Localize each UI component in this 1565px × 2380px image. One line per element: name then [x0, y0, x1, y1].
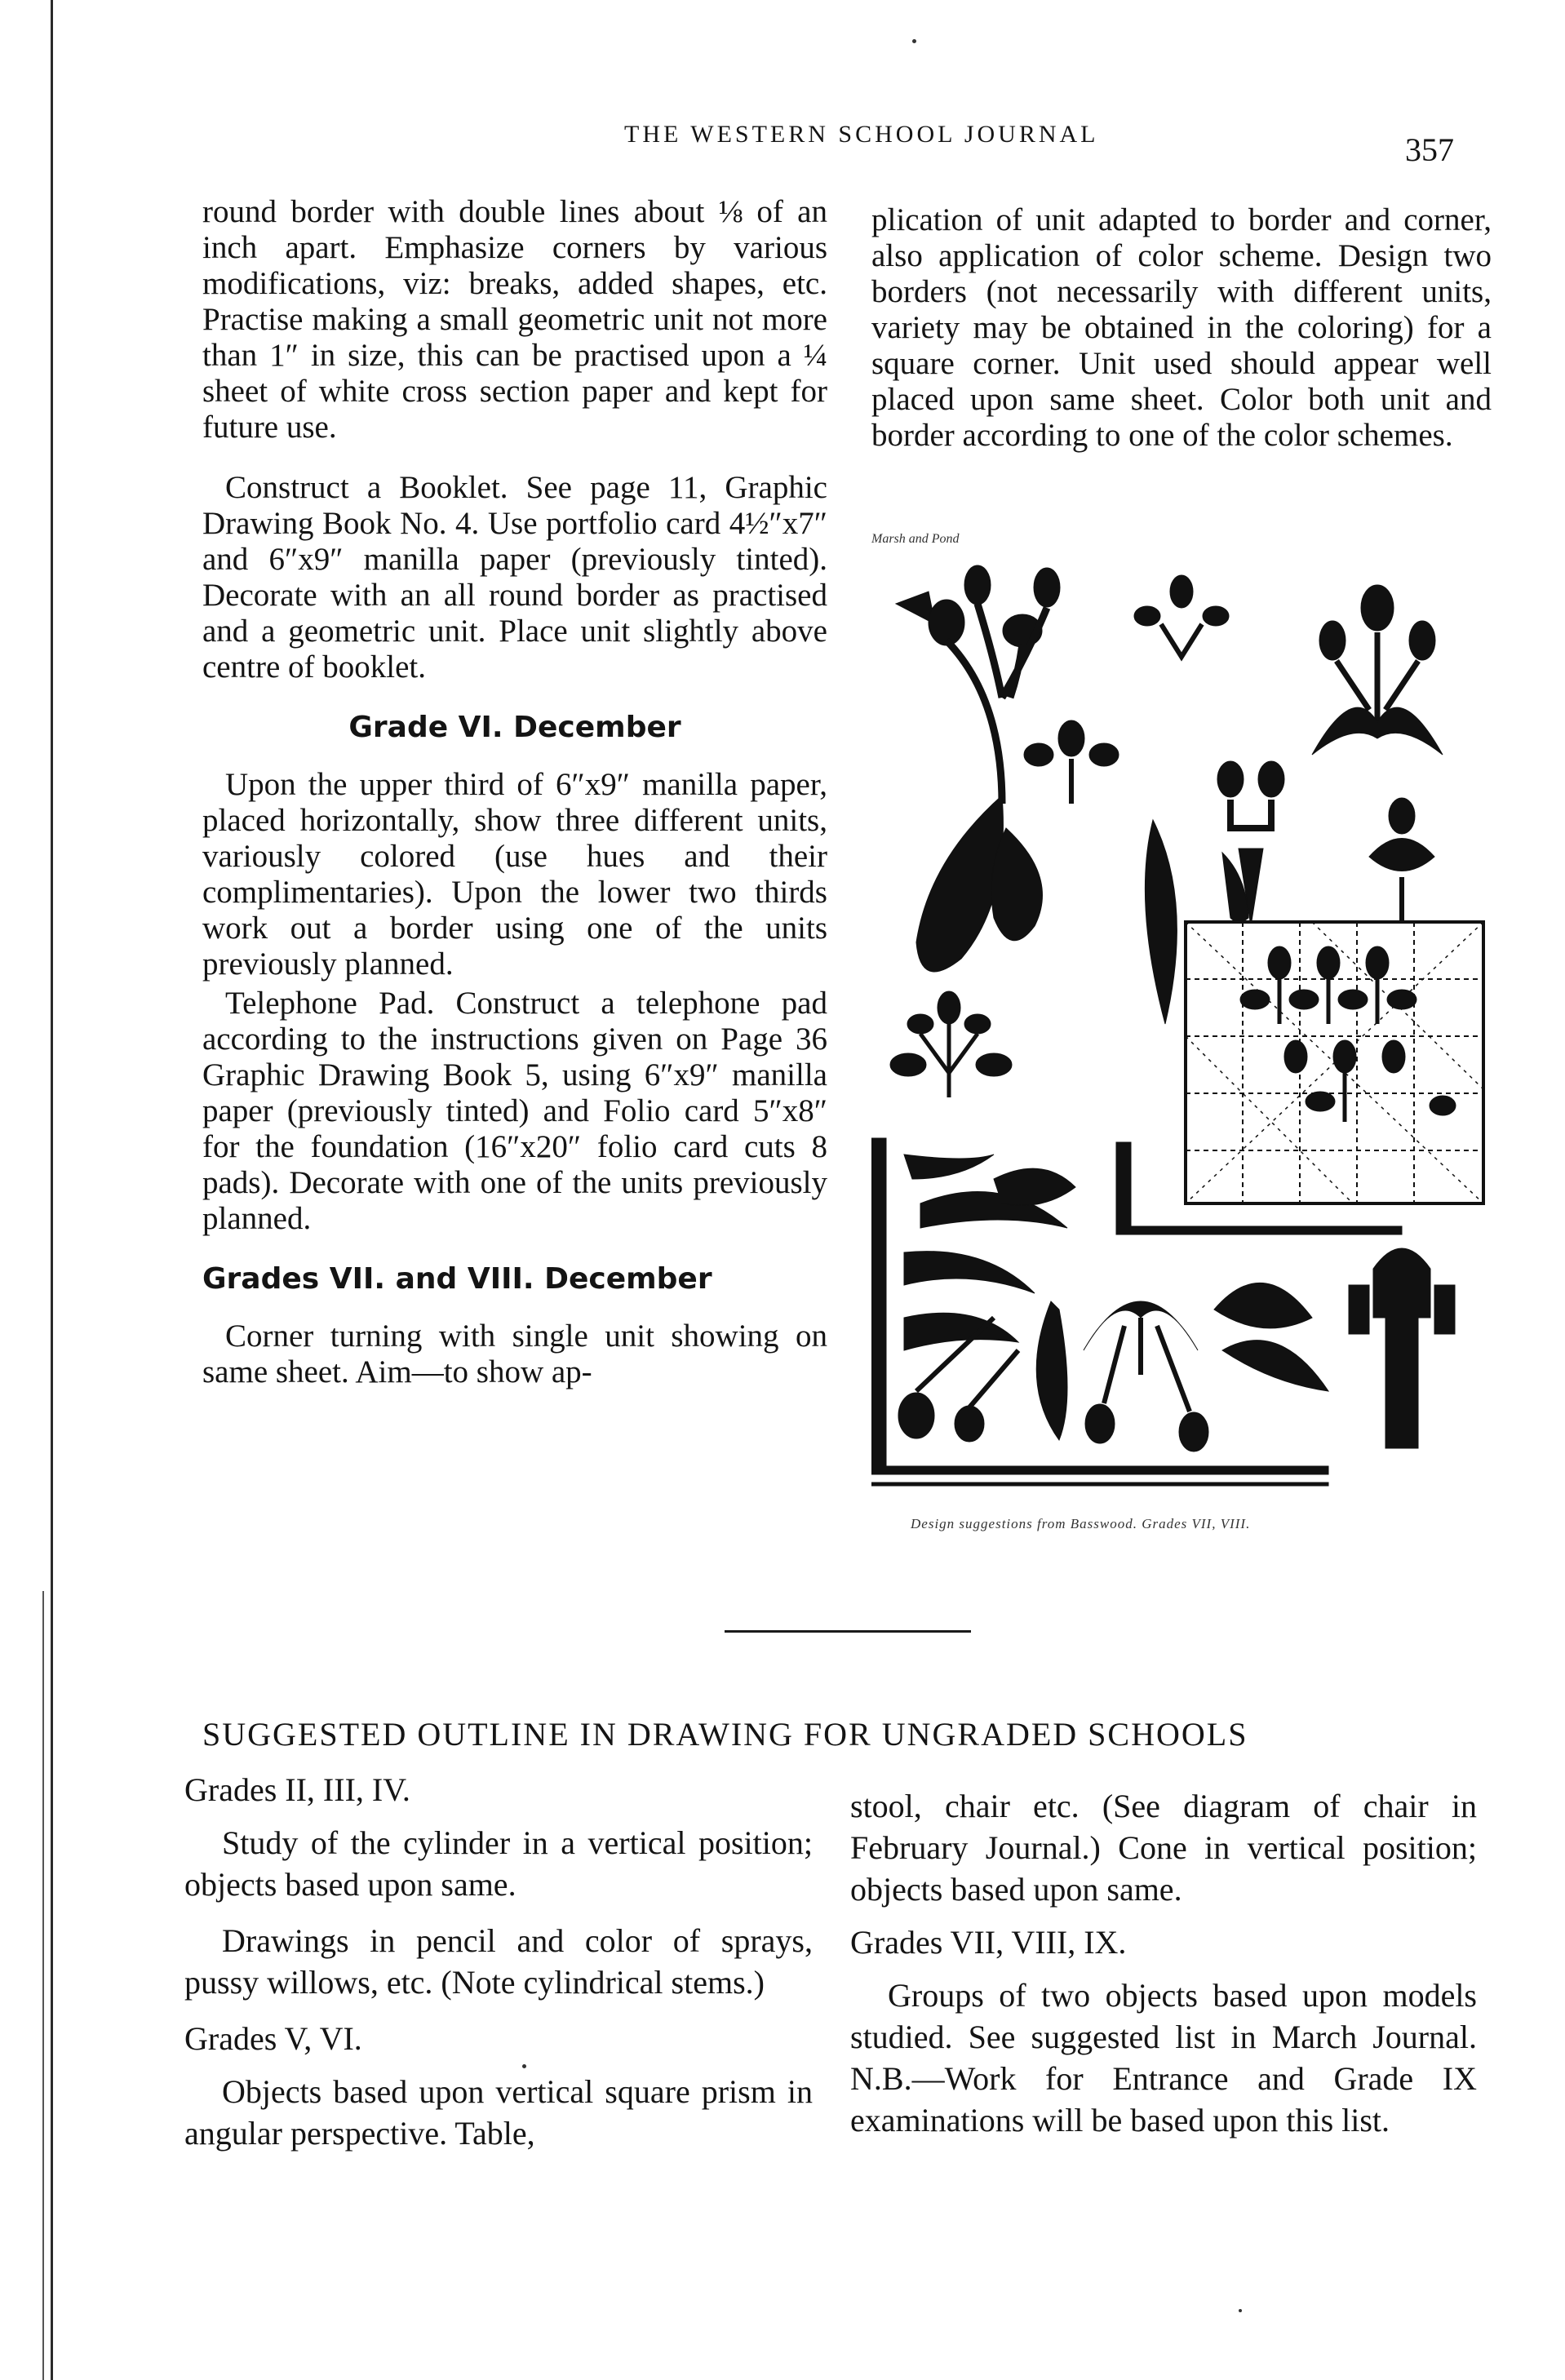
unit-dot	[1258, 761, 1284, 797]
left-column	[202, 194, 827, 1415]
unit-dot	[964, 1014, 991, 1034]
bud-shape	[1034, 568, 1060, 607]
figure-caption-top: Marsh and Pond	[871, 532, 960, 546]
design-illustration-svg	[871, 534, 1492, 1514]
subheading-grades-v-vi: Grades V, VI.	[184, 2020, 362, 2057]
corner-totem-unit	[1349, 1248, 1455, 1448]
unit-dot	[1203, 606, 1229, 626]
left-paragraph-2: Construct a Booklet. See page 11, Graphic Drawing Book No. 4. Use portfolio card 4½″x7″ and 6″x9″ manilla paper (previously tinted). Decorate with an all round border as practised and a geometric unit. Place unit slightly above centre of booklet.	[202, 470, 827, 685]
left-paragraph-1: round border with double lines about ⅛ of an inch apart. Emphasize corners by various modifications, viz: breaks, added shapes, etc. Practise making a small geometric unit not more than 1″ in size, this can be practised upon a ¼ sheet of white cross section paper and kept for future use.	[202, 194, 827, 445]
left-paragraph-5: Corner turning with single unit showing on same sheet. Aim—to show ap-	[202, 1319, 827, 1389]
running-head: THE WESTERN SCHOOL JOURNAL	[624, 121, 1099, 148]
heading-grade-vi: Grade VI. December	[348, 711, 681, 744]
tulip-bud	[1361, 585, 1394, 631]
tulip-stems	[1337, 632, 1418, 722]
outline-left-column	[184, 1769, 813, 2169]
scan-speck	[522, 2064, 526, 2068]
spray-stems	[920, 1024, 978, 1097]
tulip-bud	[1409, 621, 1435, 660]
bud-shape	[929, 600, 964, 645]
bud-shape	[964, 565, 991, 605]
subheading-grades-vii-ix: Grades VII, VIII, IX.	[850, 1924, 1127, 1961]
unit-dot	[1217, 761, 1244, 797]
section-divider	[725, 1630, 971, 1633]
scan-speck	[912, 39, 916, 43]
outline-right-column	[850, 1785, 1477, 2156]
unit-dot	[1389, 798, 1415, 834]
left-paragraph-4: Telephone Pad. Construct a telephone pad according to the instructions given on Page 36 Graphic Drawing Book 5, using 6″x9″ manilla paper (previously tinted) and Folio card 5″x8″ for the foundation (16″x20″ folio card cuts 8 pads). Decorate with one of the units previously planned.	[202, 986, 827, 1236]
tall-leaf	[1145, 820, 1177, 1024]
large-leaf-shape	[916, 796, 1003, 972]
outline-paragraph-3: Objects based upon vertical square prism in angular perspective. Table,	[184, 2073, 813, 2152]
subheading-grades-ii-iv: Grades II, III, IV.	[184, 1771, 410, 1808]
scan-speck	[1239, 2309, 1242, 2312]
heading-grades-vii-viii: Grades VII. and VIII. December	[202, 1262, 712, 1296]
outline-paragraph-4: stool, chair etc. (See diagram of chair in February Journal.) Cone in vertical position; objects based upon same.	[850, 1788, 1477, 1908]
right-paragraph-1: plication of unit adapted to border and corner, also application of color scheme. Design two borders (not necessarily with different units, variety may be obtained in the coloring) for a square corner. Unit used should appear well placed upon same sheet. Color both unit and border according to one of the color schemes.	[871, 202, 1492, 453]
scan-margin-line	[51, 0, 53, 2380]
unit-dot	[1134, 606, 1160, 626]
unit-dot	[890, 1053, 926, 1076]
outline-paragraph-5: Groups of two objects based upon models studied. See suggested list in March Journal. N.B.—Work for Entrance and Grade IX examinations will be based upon this list.	[850, 1977, 1477, 2138]
page-number: 357	[1405, 131, 1454, 168]
unit-dot	[1024, 743, 1053, 766]
unit-dot	[1089, 743, 1119, 766]
outline-paragraph-2: Drawings in pencil and color of sprays, pussy willows, etc. (Note cylindrical stems.)	[184, 1922, 813, 2001]
unit-dot	[976, 1053, 1012, 1076]
unit-dot	[1170, 575, 1193, 608]
large-leaf-shape	[991, 828, 1042, 941]
section-title: SUGGESTED OUTLINE IN DRAWING FOR UNGRADED SCHOOLS	[202, 1716, 1248, 1753]
design-illustration	[871, 534, 1492, 1536]
unit-dot	[1058, 720, 1084, 756]
unit-dot	[907, 1014, 933, 1034]
tulip-bud	[1319, 621, 1346, 660]
figure-caption-bottom: Design suggestions from Basswood. Grades VII, VIII.	[911, 1516, 1251, 1531]
unit-dot	[938, 991, 960, 1024]
unit-u-stem	[1230, 800, 1271, 828]
grid-paper	[1186, 922, 1483, 1203]
outline-paragraph-1: Study of the cylinder in a vertical position; objects based upon same.	[184, 1824, 813, 1903]
unit-stem	[1161, 624, 1202, 657]
left-paragraph-3: Upon the upper third of 6″x9″ manilla paper, placed horizontally, show three different units, variously colored (use hues and their complimentaries). Upon the lower two thirds work out a border using one of the units previously planned.	[202, 767, 827, 982]
fleur-shape	[1369, 839, 1434, 871]
right-column	[871, 202, 1492, 478]
scan-margin-line-lower	[42, 1591, 44, 2380]
